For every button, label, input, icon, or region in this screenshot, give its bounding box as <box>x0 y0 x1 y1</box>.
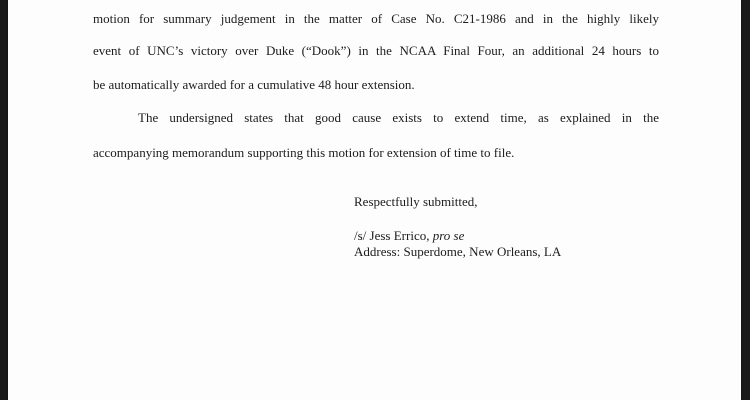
paragraph-1-line-3: be automatically awarded for a cumulative 48 hour extension. <box>93 77 415 92</box>
paragraph-1-line-1: motion for summary judgement in the matter of Case No. C21-1986 and in the highly likely <box>93 11 659 26</box>
paragraph-2-line-1: The undersigned states that good cause exists to extend time, as explained in the <box>138 110 659 125</box>
closing-text: Respectfully submitted, <box>354 194 478 209</box>
address-line: Address: Superdome, New Orleans, LA <box>354 244 562 259</box>
paragraph-2-line-2: accompanying memorandum supporting this motion for extension of time to file. <box>93 145 515 160</box>
document-page <box>8 0 741 400</box>
paragraph-1-line-2: event of UNC’s victory over Duke (“Dook”) in the NCAA Final Four, an additional 24 hours to <box>93 43 659 58</box>
pro-se-label: pro se <box>432 228 465 243</box>
signature-line <box>354 228 464 244</box>
signature-name: /s/ Jess Errico, <box>354 228 433 243</box>
